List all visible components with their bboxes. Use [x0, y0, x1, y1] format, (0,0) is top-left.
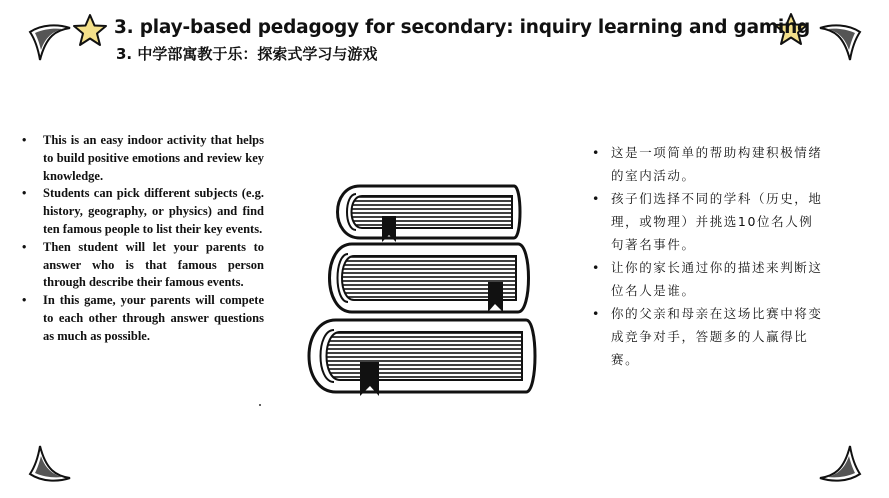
list-item: • In this game, your parents will compete to each other through answer questions as much as possible.: [22, 292, 264, 345]
list-item: • 这是一项简单的帮助构建积极情绪的室内活动。: [592, 141, 824, 187]
stray-dot: [259, 404, 261, 406]
corner-flourish-icon-top-right: [818, 20, 864, 66]
list-item: • 孩子们选择不同的学科（历史，地理，或物理）并挑选10位名人例句著名事件。: [592, 187, 824, 256]
english-bullet-list: [22, 132, 264, 346]
corner-flourish-icon-bottom-right: [818, 440, 864, 486]
stacked-books-icon: [300, 180, 540, 402]
chinese-bullet-list: [592, 141, 824, 371]
page-title-english: 3. play-based pedagogy for secondary: inquiry learning and gaming: [114, 17, 811, 38]
corner-flourish-icon-top-left: [26, 20, 72, 66]
list-item: • This is an easy indoor activity that helps to build positive emotions and review key knowledge.: [22, 132, 264, 185]
page-title-chinese: 3. 中学部寓教于乐：探索式学习与游戏: [116, 45, 378, 63]
list-item: • Students can pick different subjects (e.g. history, geography, or physics) and find ten famous people to list their key events.: [22, 185, 264, 238]
corner-flourish-icon-bottom-left: [26, 440, 72, 486]
list-item: • Then student will let your parents to answer who is that famous person through describe their famous events.: [22, 239, 264, 292]
list-item: • 你的父亲和母亲在这场比赛中将变成竞争对手，答题多的人赢得比赛。: [592, 302, 824, 371]
star-icon-left: [72, 13, 108, 47]
list-item: • 让你的家长通过你的描述来判断这位名人是谁。: [592, 256, 824, 302]
